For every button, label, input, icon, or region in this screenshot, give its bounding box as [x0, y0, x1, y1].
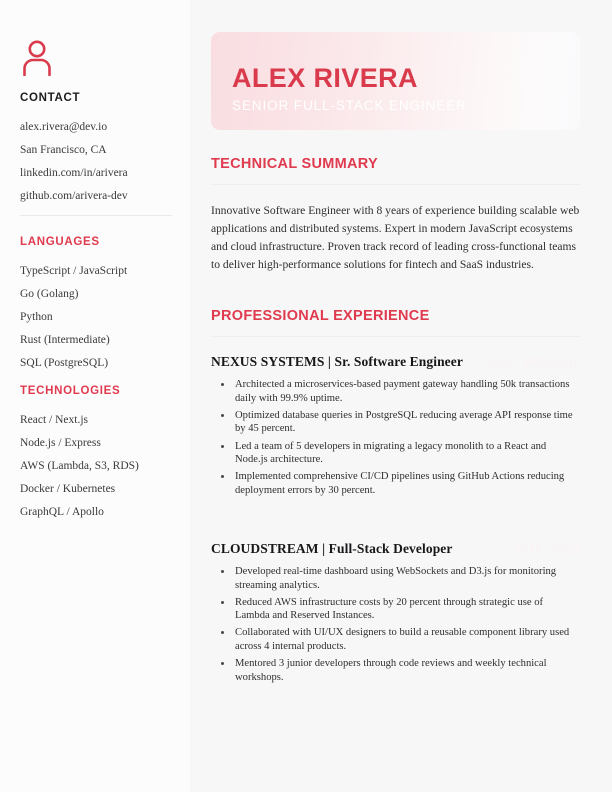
job-bullet-list	[211, 565, 580, 684]
job-bullet-list	[211, 378, 580, 497]
job-date: 2021 - PRESENT	[486, 357, 580, 370]
list-item: San Francisco, CA	[20, 144, 107, 156]
technologies-heading: TECHNOLOGIES	[20, 385, 121, 397]
professional-experience-section	[211, 308, 580, 684]
list-item: • Collaborated with UI/UX designers to build a reusable component library used across 4 internal products.	[233, 626, 580, 653]
role-subtitle: SENIOR FULL-STACK ENGINEER	[232, 98, 467, 113]
list-item: Node.js / Express	[20, 437, 101, 449]
experience-header	[211, 354, 580, 370]
list-item[interactable]: alex.rivera@dev.io	[20, 121, 108, 133]
list-item: • Architected a microservices-based payment gateway handling 50k transactions daily with 99.9% uptime.	[233, 378, 580, 405]
job-title: CLOUDSTREAM | Full-Stack Developer	[211, 541, 453, 557]
technologies-list	[20, 415, 172, 519]
page-title: ALEX RIVERA	[232, 63, 418, 93]
languages-list	[20, 266, 172, 370]
list-item: Go (Golang)	[20, 287, 79, 300]
sidebar-divider	[20, 215, 172, 216]
list-item: • Led a team of 5 developers in migrating a legacy monolith to a React and Node.js architecture.	[233, 440, 580, 467]
experience-entry	[211, 541, 580, 684]
experience-header	[211, 541, 580, 557]
list-item: AWS (Lambda, S3, RDS)	[20, 460, 139, 472]
experience-entry	[211, 354, 580, 497]
technical-summary-heading: TECHNICAL SUMMARY	[211, 156, 379, 172]
languages-heading: LANGUAGES	[20, 235, 100, 248]
list-item: SQL (PostgreSQL)	[20, 356, 109, 369]
job-date: 2018 - 2021	[515, 544, 580, 557]
list-item: TypeScript / JavaScript	[20, 264, 128, 277]
list-item: GraphQL / Apollo	[20, 506, 104, 518]
list-item: • Mentored 3 junior developers through code reviews and weekly technical workshops.	[233, 657, 580, 684]
list-item[interactable]: github.com/arivera-dev	[20, 190, 128, 202]
contact-heading: CONTACT	[20, 92, 81, 104]
technical-summary-text: Innovative Software Engineer with 8 years of experience building scalable web applications and distributed systems. Expert in modern JavaScript ecosystems and cloud infrastructure. Proven track record of leading cross-functional teams to deliver high-performance solutions for fintech and SaaS industries.	[211, 204, 580, 272]
list-item: Rust (Intermediate)	[20, 333, 110, 346]
professional-experience-heading: PROFESSIONAL EXPERIENCE	[211, 308, 430, 325]
contact-list	[20, 122, 172, 203]
section-divider	[211, 184, 580, 185]
technical-summary-section	[211, 156, 580, 274]
section-divider	[211, 336, 580, 337]
main-content	[190, 0, 612, 792]
name-banner	[211, 32, 580, 130]
sidebar	[0, 0, 190, 792]
person-icon	[20, 38, 54, 76]
list-item: • Reduced AWS infrastructure costs by 20 percent through strategic use of Lambda and Reserved Instances.	[233, 596, 580, 623]
list-item: • Optimized database queries in PostgreSQL reducing average API response time by 45 percent.	[233, 409, 580, 436]
list-item: React / Next.js	[20, 414, 89, 426]
list-item: Docker / Kubernetes	[20, 483, 116, 495]
list-item: • Implemented comprehensive CI/CD pipelines using GitHub Actions reducing deployment errors by 30 percent.	[233, 470, 580, 497]
list-item[interactable]: linkedin.com/in/arivera	[20, 167, 128, 179]
list-item: • Developed real-time dashboard using WebSockets and D3.js for monitoring streaming analytics.	[233, 565, 580, 592]
list-item: Python	[20, 310, 53, 323]
job-title: NEXUS SYSTEMS | Sr. Software Engineer	[211, 354, 463, 370]
